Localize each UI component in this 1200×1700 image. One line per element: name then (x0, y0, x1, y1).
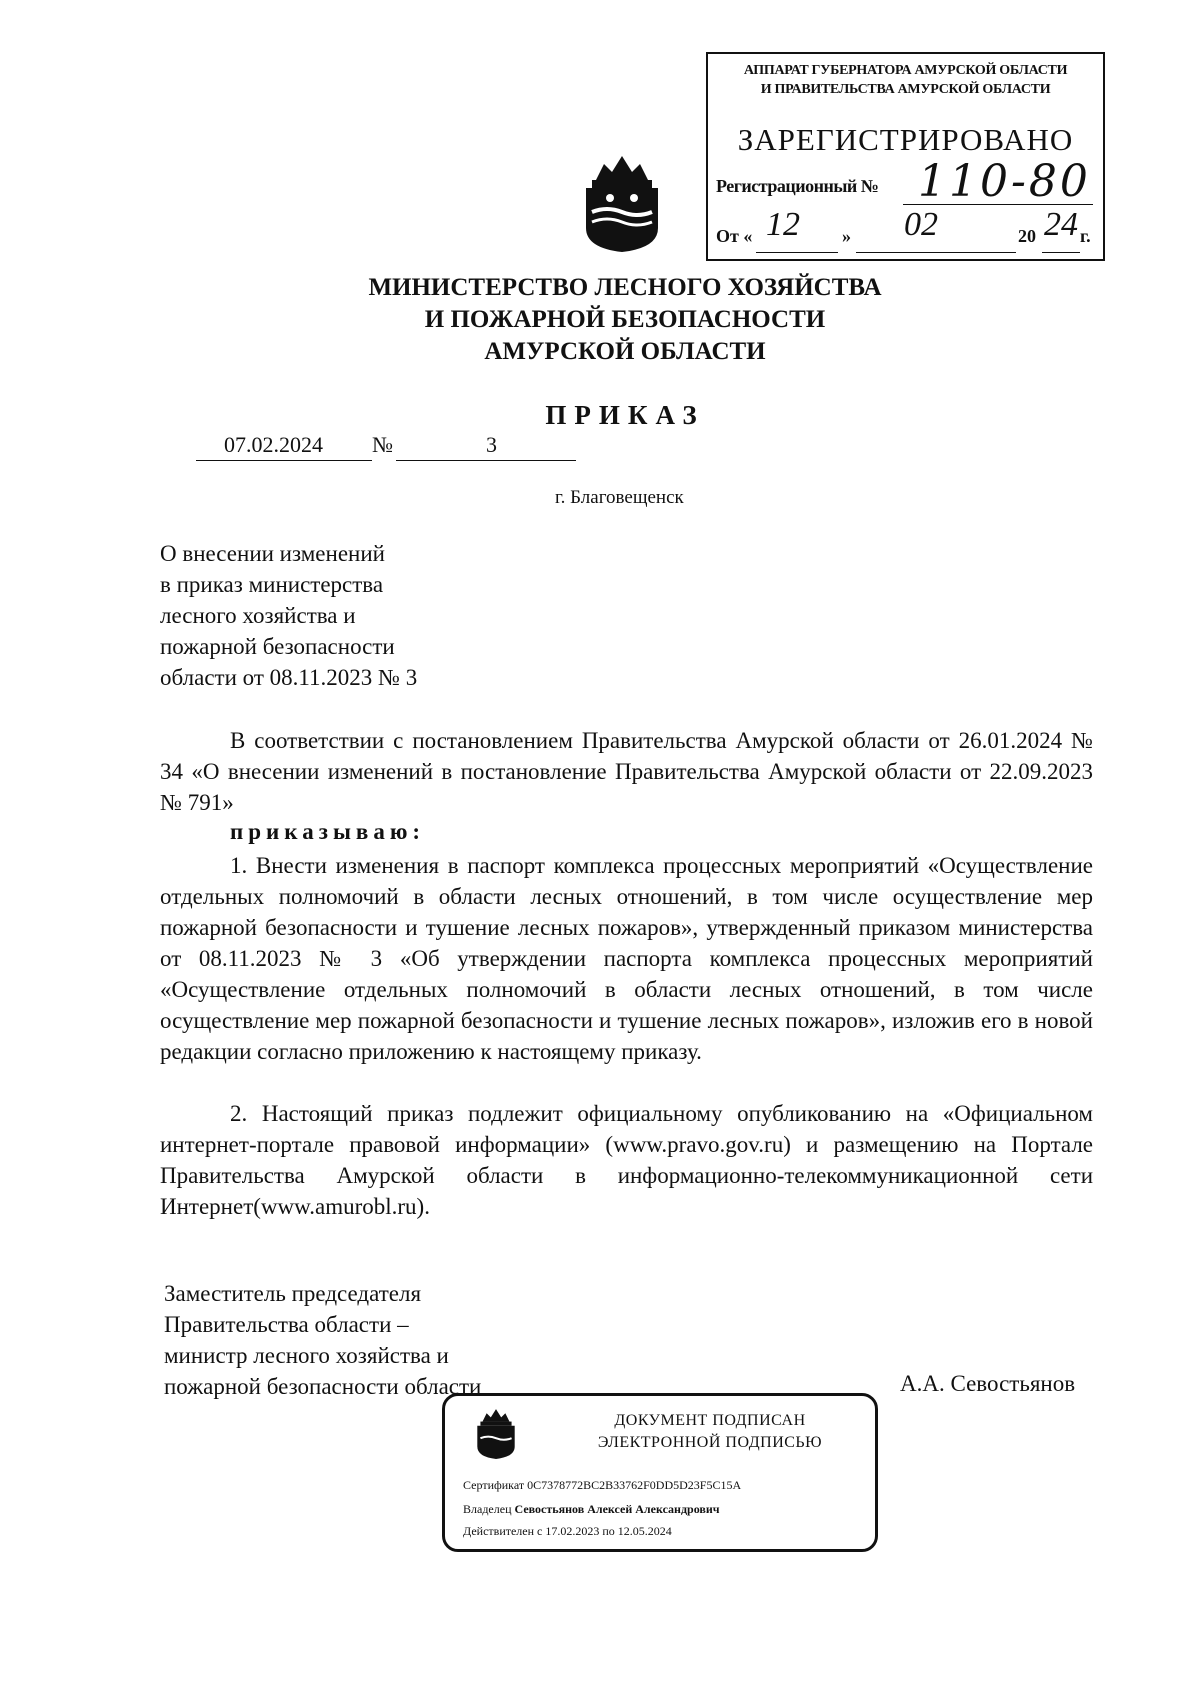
ministry-title (0, 272, 1200, 368)
order-number: 3 (486, 432, 497, 457)
subject-line1: О внесении изменений (160, 541, 385, 566)
esig-owner-label: Владелец (463, 1502, 512, 1516)
reg-number-label: Регистрационный № (716, 176, 879, 196)
date-underline (196, 460, 372, 461)
esig-title-line1: ДОКУМЕНТ ПОДПИСАН (614, 1412, 806, 1429)
reg-date-month: 02 (904, 206, 938, 243)
signatory-title-line2: Правительства области – (164, 1312, 409, 1337)
subject-line3: лесного хозяйства и (160, 603, 356, 628)
coat-of-arms-emblem (582, 150, 662, 254)
reg-year-suffix: г. (1080, 226, 1091, 246)
reg-month-line (856, 252, 1016, 253)
stamp-status: ЗАРЕГИСТРИРОВАНО (737, 122, 1074, 157)
electronic-signature-stamp (442, 1393, 878, 1552)
reg-date-day: 12 (766, 206, 800, 243)
esig-title-line2: ЭЛЕКТРОННОЙ ПОДПИСЬЮ (597, 1434, 823, 1451)
signatory-title-line4: пожарной безопасности области (164, 1374, 482, 1399)
preamble-paragraph: В соответствии с постановлением Правительства Амурской области от 26.01.2024 № 34 «О внесении изменений в постановление Правительства Амурской области от 22.09.2023 № 791» (160, 728, 1093, 815)
reg-day-line (756, 252, 838, 253)
esig-validity: Действителен с 17.02.2023 по 12.05.2024 (463, 1524, 672, 1538)
order-item-1: 1. Внести изменения в паспорт комплекса процессных мероприятий «Осуществление отдельных полномочий в области лесных отношений, в том числе осуществление мер пожарной безопасности и тушение лесных пожаров», утвержденный приказом министерства от 08.11.2023 № 3 «Об утверждении паспорта комплекса процессных мероприятий «Осуществление отдельных полномочий в области лесных отношений, в том числе осуществление мер пожарной безопасности и тушение лесных пожаров», изложив его в новой редакции согласно приложению к настоящему приказу. (160, 853, 1093, 1064)
reg-year-prefix: 20 (1018, 226, 1036, 246)
ministry-title-line1: МИНИСТЕРСТВО ЛЕСНОГО ХОЗЯЙСТВА (368, 274, 882, 301)
signatory-title-line3: министр лесного хозяйства и (164, 1343, 449, 1368)
reg-number-value: 110-80 (918, 156, 1091, 207)
stamp-header (708, 61, 1103, 99)
subject-line4: пожарной безопасности (160, 634, 395, 659)
subject-line2: в приказ министерства (160, 572, 384, 597)
reg-year-line (1042, 252, 1080, 253)
signatory-name: А.А. Севостьянов (900, 1371, 1076, 1396)
city: г. Благовещенск (555, 487, 684, 508)
number-underline (396, 460, 576, 461)
reg-date-prefix: От « (716, 226, 753, 246)
coat-of-arms-icon (475, 1406, 517, 1460)
ministry-title-line3: АМУРСКОЙ ОБЛАСТИ (484, 338, 766, 365)
reg-date-sep: » (842, 226, 851, 246)
esig-owner-row (463, 1502, 720, 1517)
stamp-header-line1: АППАРАТ ГУБЕРНАТОРА АМУРСКОЙ ОБЛАСТИ (743, 63, 1068, 78)
registration-stamp (706, 52, 1105, 261)
order-subject (160, 538, 417, 693)
order-verb: приказываю: (230, 819, 426, 844)
esig-certificate: Сертификат 0C7378772BC2B33762F0DD5D23F5C15A (463, 1478, 742, 1492)
reg-year-value: 24 (1044, 206, 1078, 243)
stamp-header-line2: И ПРАВИТЕЛЬСТВА АМУРСКОЙ ОБЛАСТИ (760, 82, 1051, 97)
number-label: № (372, 432, 393, 457)
subject-line5: области от 08.11.2023 № 3 (160, 665, 418, 690)
document-type: ПРИКАЗ (545, 400, 705, 430)
ministry-title-line2: И ПОЖАРНОЙ БЕЗОПАСНОСТИ (424, 306, 826, 333)
order-date: 07.02.2024 (224, 432, 323, 457)
order-item-2: 2. Настоящий приказ подлежит официальному опубликованию на «Официальном интернет-портале правовой информации» (www.pravo.gov.ru) и размещению на Портале Правительства Амурской области в информационно-телекоммуникационной сети Интернет(www.amurobl.ru). (160, 1101, 1093, 1219)
esig-owner: Севостьянов Алексей Александрович (514, 1502, 720, 1516)
signatory-title (164, 1278, 481, 1402)
signatory-title-line1: Заместитель председателя (164, 1281, 422, 1306)
